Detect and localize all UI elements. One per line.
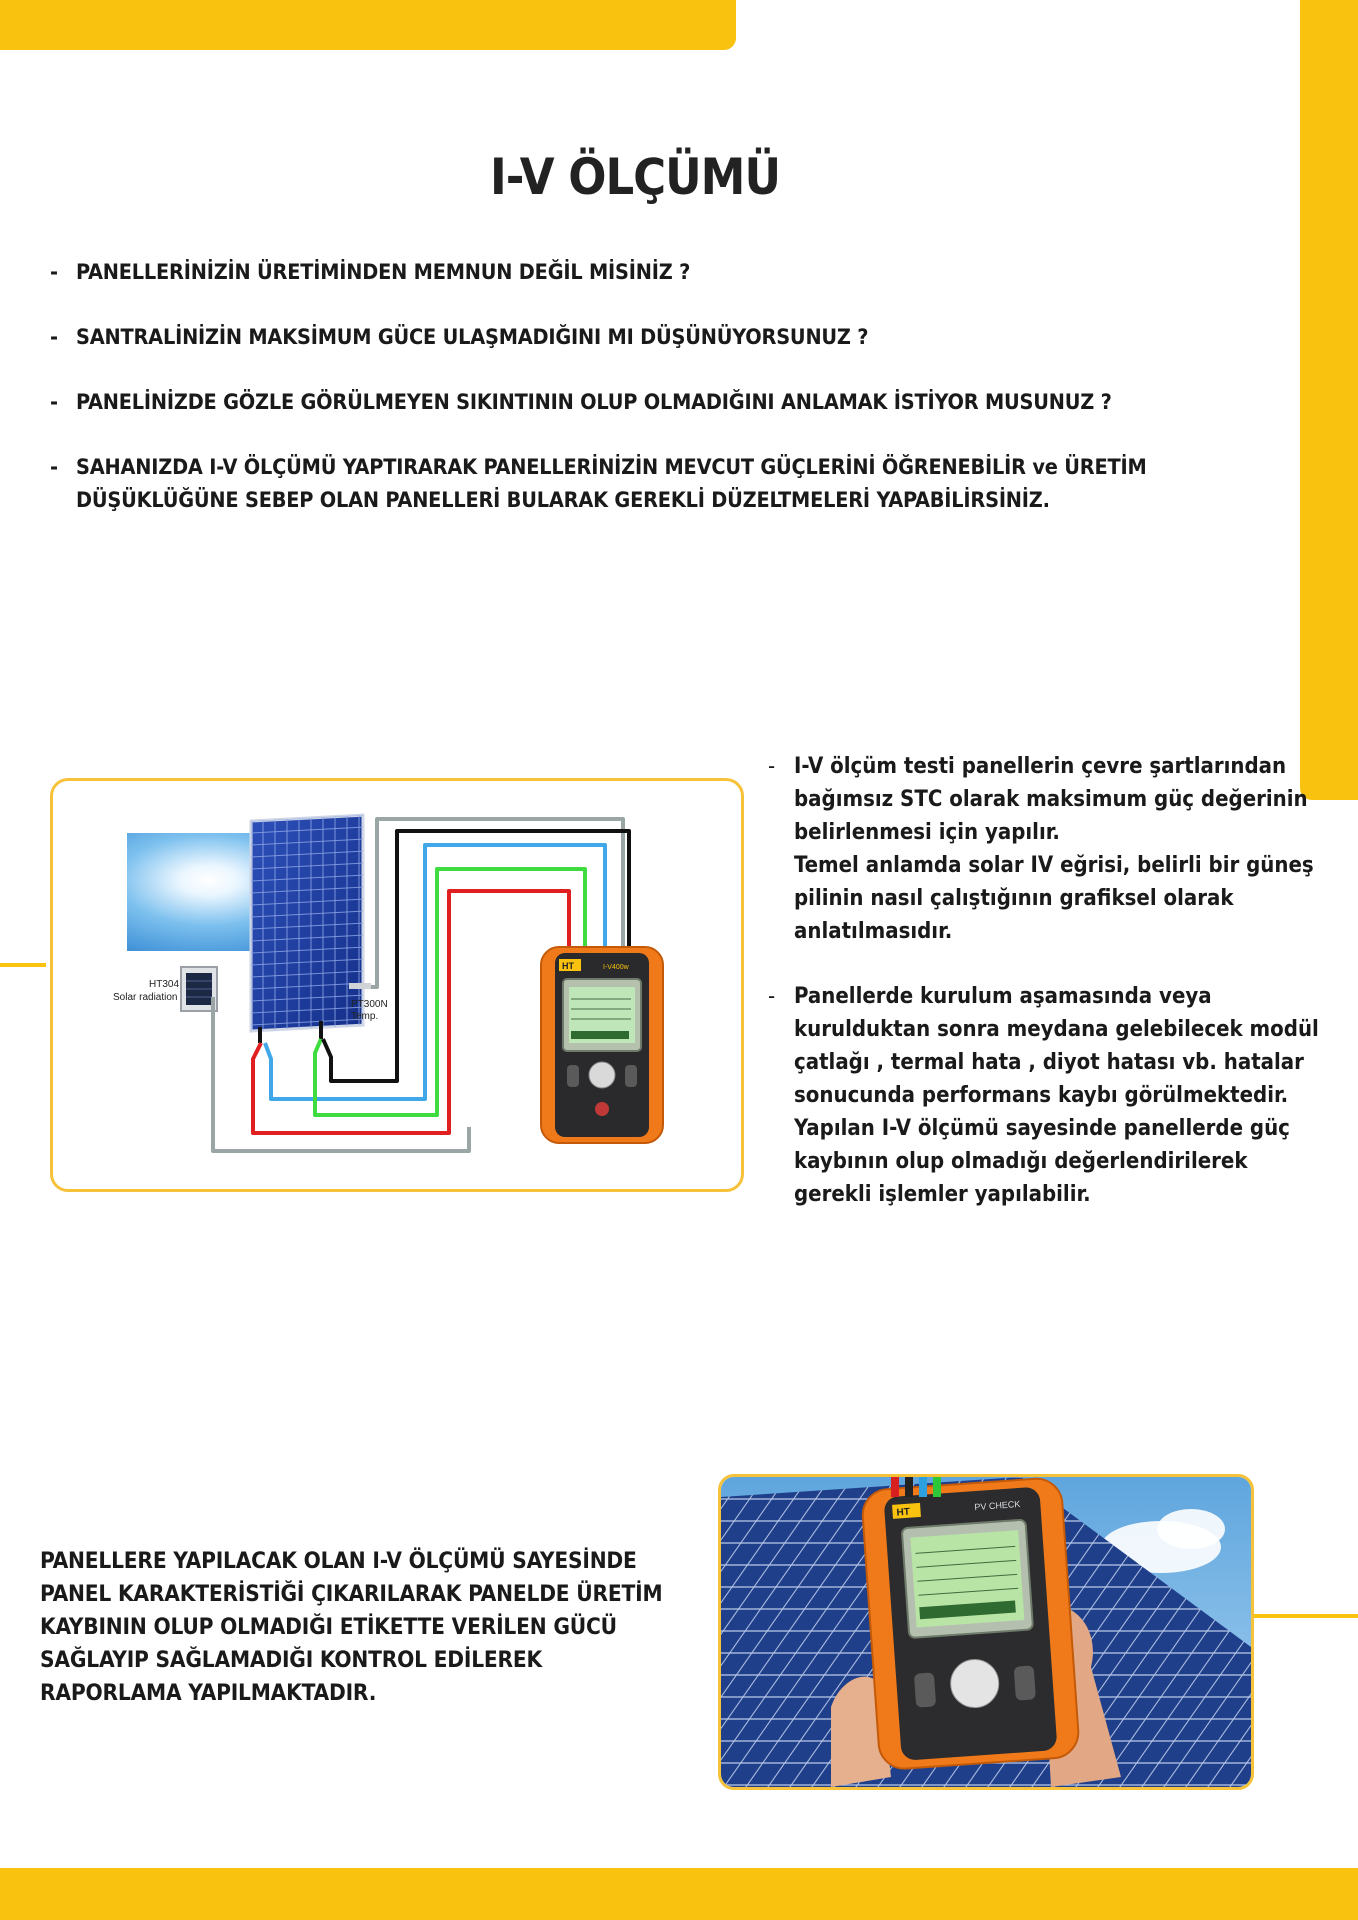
question-item <box>50 321 1250 354</box>
connection-diagram-frame <box>50 778 744 1192</box>
sensor-label-1: HT304 <box>149 979 180 990</box>
question-item <box>50 451 1250 517</box>
question-list <box>50 256 1250 549</box>
question-item <box>50 386 1250 419</box>
info-list <box>768 750 1328 1243</box>
info-paragraph: I-V ölçüm testi panellerin çevre şartlarından bağımsız STC olarak maksimum güç değerinin belirlenmesi için yapılır. <box>794 754 1308 845</box>
device-model: I-V400w <box>603 964 629 971</box>
iv-tester-device <box>541 947 663 1143</box>
device-photo-frame <box>718 1474 1254 1790</box>
device-photo <box>721 1477 1251 1787</box>
info-item <box>768 750 1328 948</box>
info-paragraph: Panellerde kurulum aşamasında veya kurulduktan sonra meydana gelebilecek modül çatlağı , termal hata , diyot hatası vb. hatalar sonucunda performans kaybı görülmektedir. <box>794 984 1319 1108</box>
right-accent-bar <box>1300 0 1358 800</box>
device-brand: HT <box>562 961 574 971</box>
list-dash: - <box>50 260 58 285</box>
list-dash: - <box>50 455 58 480</box>
question-item <box>50 256 1250 289</box>
photo-device-model: PV CHECK <box>974 1498 1021 1513</box>
top-accent-bar <box>0 0 736 50</box>
temp-label-1: PT300N <box>351 999 388 1010</box>
question-text: SANTRALİNİZİN MAKSİMUM GÜCE ULAŞMADIĞINI MI DÜŞÜNÜYORSUNUZ ? <box>76 325 869 350</box>
solar-panel <box>251 815 363 1031</box>
question-text: PANELLERİNİZİN ÜRETİMİNDEN MEMNUN DEĞİL MİSİNİZ ? <box>76 260 691 285</box>
left-accent-line <box>0 963 46 967</box>
info-item <box>768 980 1328 1211</box>
info-paragraph: Yapılan I-V ölçümü sayesinde panellerde güç kaybının olup olmadığı değerlendirilerek gerekli işlemler yapılabilir. <box>794 1116 1290 1207</box>
bottom-accent-bar <box>0 1868 1358 1920</box>
question-text: PANELİNİZDE GÖZLE GÖRÜLMEYEN SIKINTININ OLUP OLMADIĞINI ANLAMAK İSTİYOR MUSUNUZ ? <box>76 390 1112 415</box>
handheld-tester <box>861 1477 1080 1770</box>
list-dash: - <box>768 984 776 1009</box>
temp-label-2: Temp. <box>351 1011 379 1022</box>
question-text: SAHANIZDA I-V ÖLÇÜMÜ YAPTIRARAK PANELLERİNİZİN MEVCUT GÜÇLERİNİ ÖĞRENEBİLİR ve ÜRETİM DÜŞÜKLÜĞÜNE SEBEP OLAN PANELLERİ BULARAK GEREKLİ DÜZELTMELERİ YAPABİLİRSİNİZ. <box>76 455 1147 513</box>
right-accent-line <box>1254 1614 1358 1618</box>
list-dash: - <box>50 390 58 415</box>
info-paragraph: Temel anlamda solar IV eğrisi, belirli bir güneş pilinin nasıl çalıştığının grafiksel olarak anlatılmasıdır. <box>794 853 1314 944</box>
photo-device-brand: HT <box>896 1506 911 1519</box>
list-dash: - <box>50 325 58 350</box>
list-dash: - <box>768 754 776 779</box>
page-title: I-V ÖLÇÜMÜ <box>490 148 780 206</box>
summary-text: PANELLERE YAPILACAK OLAN I-V ÖLÇÜMÜ SAYESİNDE PANEL KARAKTERİSTİĞİ ÇIKARILARAK PANELDE ÜRETİM KAYBININ OLUP OLMADIĞI ETİKETTE VERİLEN GÜCÜ SAĞLAYIP SAĞLAMADIĞI KONTROL EDİLEREK RAPORLAMA YAPILMAKTADIR. <box>40 1548 663 1706</box>
sensor-label-2: Solar radiation <box>113 992 178 1003</box>
connection-diagram <box>53 781 741 1189</box>
